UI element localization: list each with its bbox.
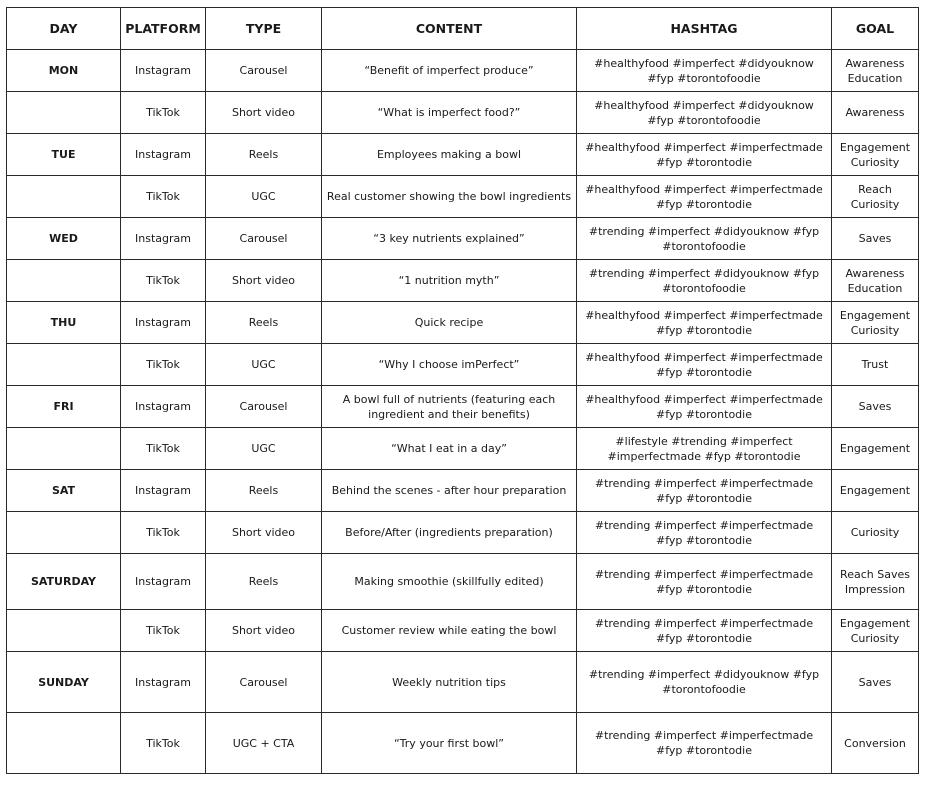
cell-type: UGC + CTA	[206, 713, 322, 774]
cell-goal: Engagement Curiosity	[832, 134, 919, 176]
cell-platform: TikTok	[121, 176, 206, 218]
cell-content: “Benefit of imperfect produce”	[322, 50, 577, 92]
cell-content: “What is imperfect food?”	[322, 92, 577, 134]
cell-goal: Engagement Curiosity	[832, 610, 919, 652]
cell-platform: TikTok	[121, 260, 206, 302]
cell-goal: Engagement Curiosity	[832, 302, 919, 344]
header-hashtag: HASHTAG	[577, 8, 832, 50]
cell-day	[7, 512, 121, 554]
cell-content: Making smoothie (skillfully edited)	[322, 554, 577, 610]
cell-platform: Instagram	[121, 50, 206, 92]
header-row	[7, 8, 919, 50]
cell-content: Employees making a bowl	[322, 134, 577, 176]
cell-day: SAT	[7, 470, 121, 512]
cell-hashtag: #trending #imperfect #imperfectmade #fyp #torontodie	[577, 610, 832, 652]
cell-goal: Awareness Education	[832, 260, 919, 302]
cell-day: MON	[7, 50, 121, 92]
cell-platform: Instagram	[121, 386, 206, 428]
cell-type: UGC	[206, 176, 322, 218]
cell-hashtag: #trending #imperfect #imperfectmade #fyp #torontodie	[577, 713, 832, 774]
cell-hashtag: #healthyfood #imperfect #imperfectmade #fyp #torontodie	[577, 302, 832, 344]
table-row	[7, 134, 919, 176]
cell-goal: Reach Curiosity	[832, 176, 919, 218]
cell-type: Reels	[206, 302, 322, 344]
cell-hashtag: #trending #imperfect #imperfectmade #fyp #torontodie	[577, 512, 832, 554]
cell-platform: Instagram	[121, 652, 206, 713]
cell-goal: Saves	[832, 218, 919, 260]
cell-type: Carousel	[206, 50, 322, 92]
cell-content: “3 key nutrients explained”	[322, 218, 577, 260]
cell-content: Weekly nutrition tips	[322, 652, 577, 713]
cell-hashtag: #healthyfood #imperfect #didyouknow #fyp #torontofoodie	[577, 92, 832, 134]
cell-goal: Curiosity	[832, 512, 919, 554]
table-row	[7, 92, 919, 134]
cell-goal: Engagement	[832, 428, 919, 470]
content-schedule-table	[6, 7, 919, 774]
cell-goal: Awareness	[832, 92, 919, 134]
cell-hashtag: #healthyfood #imperfect #imperfectmade #fyp #torontodie	[577, 134, 832, 176]
cell-day: TUE	[7, 134, 121, 176]
cell-type: Reels	[206, 134, 322, 176]
cell-goal: Saves	[832, 652, 919, 713]
table-row	[7, 176, 919, 218]
cell-hashtag: #trending #imperfect #didyouknow #fyp #torontofoodie	[577, 218, 832, 260]
cell-content: “Why I choose imPerfect”	[322, 344, 577, 386]
header-goal: GOAL	[832, 8, 919, 50]
cell-hashtag: #lifestyle #trending #imperfect #imperfectmade #fyp #torontodie	[577, 428, 832, 470]
cell-hashtag: #healthyfood #imperfect #imperfectmade #fyp #torontodie	[577, 176, 832, 218]
cell-hashtag: #healthyfood #imperfect #imperfectmade #fyp #torontodie	[577, 344, 832, 386]
cell-type: Short video	[206, 260, 322, 302]
cell-type: Reels	[206, 470, 322, 512]
table-row	[7, 554, 919, 610]
cell-content: Quick recipe	[322, 302, 577, 344]
cell-hashtag: #trending #imperfect #imperfectmade #fyp #torontodie	[577, 554, 832, 610]
table-row	[7, 302, 919, 344]
cell-platform: Instagram	[121, 134, 206, 176]
table-row	[7, 512, 919, 554]
cell-platform: TikTok	[121, 713, 206, 774]
cell-type: Short video	[206, 512, 322, 554]
cell-goal: Reach Saves Impression	[832, 554, 919, 610]
cell-goal: Engagement	[832, 470, 919, 512]
table-row	[7, 218, 919, 260]
cell-platform: Instagram	[121, 554, 206, 610]
header-platform: PLATFORM	[121, 8, 206, 50]
cell-type: Reels	[206, 554, 322, 610]
cell-content: Customer review while eating the bowl	[322, 610, 577, 652]
cell-goal: Awareness Education	[832, 50, 919, 92]
cell-day: SUNDAY	[7, 652, 121, 713]
cell-goal: Conversion	[832, 713, 919, 774]
cell-goal: Saves	[832, 386, 919, 428]
schedule-table-wrapper	[6, 7, 919, 774]
table-row	[7, 50, 919, 92]
cell-content: Real customer showing the bowl ingredients	[322, 176, 577, 218]
cell-content: “What I eat in a day”	[322, 428, 577, 470]
cell-platform: TikTok	[121, 344, 206, 386]
cell-platform: Instagram	[121, 218, 206, 260]
cell-platform: TikTok	[121, 92, 206, 134]
cell-hashtag: #trending #imperfect #didyouknow #fyp #torontofoodie	[577, 652, 832, 713]
cell-day	[7, 713, 121, 774]
cell-day: THU	[7, 302, 121, 344]
header-type: TYPE	[206, 8, 322, 50]
cell-content: Before/After (ingredients preparation)	[322, 512, 577, 554]
cell-type: Short video	[206, 610, 322, 652]
table-row	[7, 470, 919, 512]
cell-day	[7, 92, 121, 134]
cell-day: WED	[7, 218, 121, 260]
cell-hashtag: #trending #imperfect #didyouknow #fyp #torontofoodie	[577, 260, 832, 302]
table-row	[7, 428, 919, 470]
cell-day	[7, 176, 121, 218]
header-content: CONTENT	[322, 8, 577, 50]
table-row	[7, 344, 919, 386]
cell-content: “Try your first bowl”	[322, 713, 577, 774]
header-day: DAY	[7, 8, 121, 50]
cell-hashtag: #healthyfood #imperfect #didyouknow #fyp #torontofoodie	[577, 50, 832, 92]
cell-content: Behind the scenes - after hour preparation	[322, 470, 577, 512]
cell-platform: TikTok	[121, 610, 206, 652]
cell-type: UGC	[206, 428, 322, 470]
cell-platform: Instagram	[121, 470, 206, 512]
cell-day: SATURDAY	[7, 554, 121, 610]
cell-content: A bowl full of nutrients (featuring each ingredient and their benefits)	[322, 386, 577, 428]
cell-type: Short video	[206, 92, 322, 134]
table-row	[7, 610, 919, 652]
cell-type: UGC	[206, 344, 322, 386]
cell-type: Carousel	[206, 652, 322, 713]
table-row	[7, 386, 919, 428]
table-row	[7, 713, 919, 774]
cell-day	[7, 260, 121, 302]
cell-day	[7, 344, 121, 386]
cell-day: FRI	[7, 386, 121, 428]
cell-content: “1 nutrition myth”	[322, 260, 577, 302]
cell-platform: TikTok	[121, 428, 206, 470]
cell-platform: Instagram	[121, 302, 206, 344]
table-row	[7, 652, 919, 713]
cell-hashtag: #trending #imperfect #imperfectmade #fyp #torontodie	[577, 470, 832, 512]
cell-platform: TikTok	[121, 512, 206, 554]
cell-type: Carousel	[206, 218, 322, 260]
cell-day	[7, 428, 121, 470]
cell-type: Carousel	[206, 386, 322, 428]
cell-hashtag: #healthyfood #imperfect #imperfectmade #fyp #torontodie	[577, 386, 832, 428]
table-row	[7, 260, 919, 302]
cell-goal: Trust	[832, 344, 919, 386]
cell-day	[7, 610, 121, 652]
